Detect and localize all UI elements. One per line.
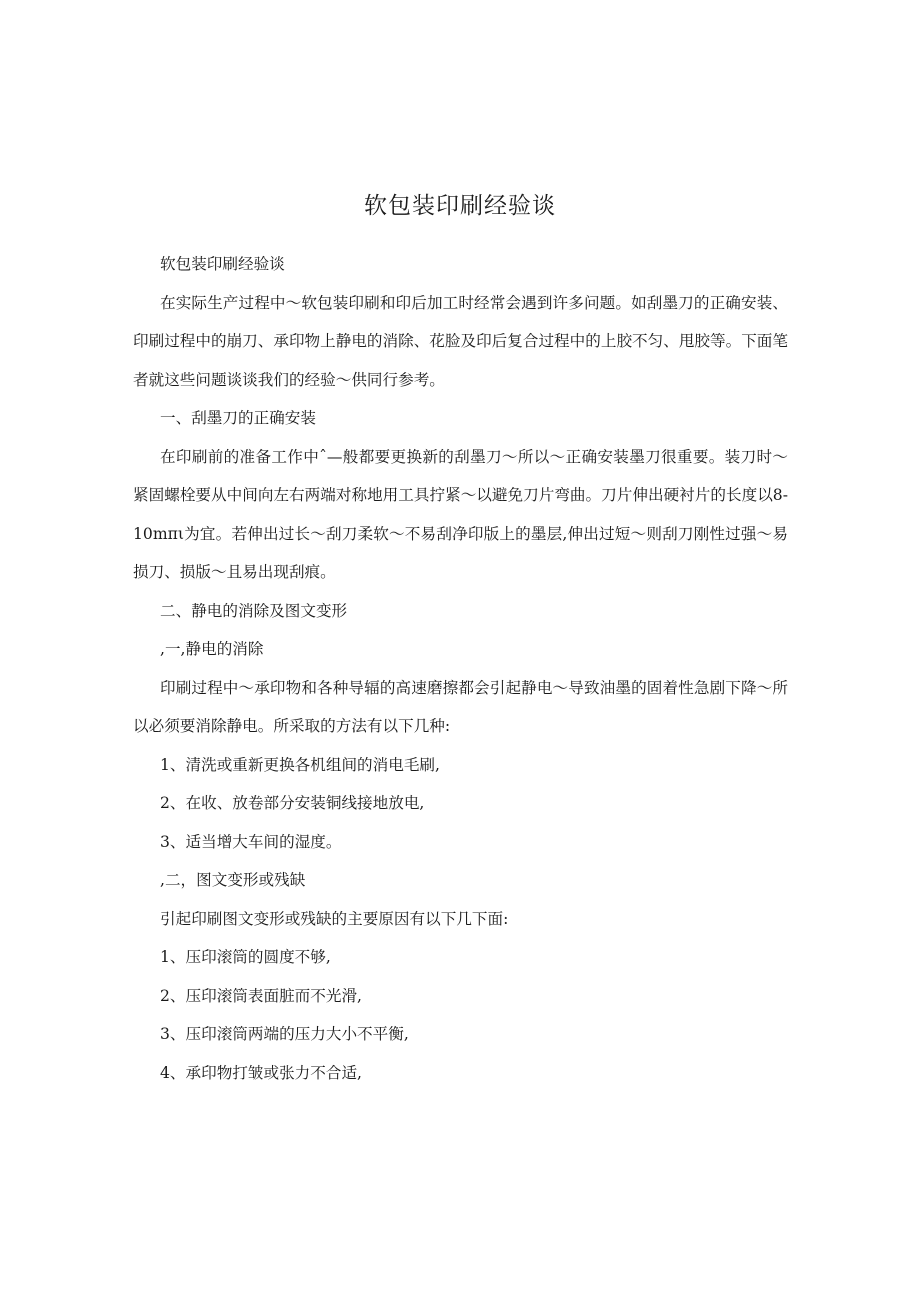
subsection-heading-static: ,一,静电的消除 <box>160 640 264 658</box>
section-heading-1: 一、刮墨刀的正确安装 <box>160 409 316 427</box>
document-body <box>133 245 788 1092</box>
paragraph-deformation: 引起印刷图文变形或残缺的主要原因有以下几下面: <box>160 909 509 928</box>
paragraph-static: 印刷过程中～承印物和各种导辐的高速磨擦都会引起静电～导致油墨的固着性急剧下降～所以必须要消除静电。所采取的方法有以下几种: <box>133 678 788 735</box>
list-item: 3、适当增大车间的湿度。 <box>160 832 342 851</box>
paragraph-intro: 在实际生产过程中～软包装印刷和印后加工时经常会遇到许多问题。如刮墨刀的正确安装、印刷过程中的崩刀、承印物上静电的消除、花脸及印后复合过程中的上胶不匀、甩胶等。下面笔者就这些问题谈谈我们的经验～供同行参考。 <box>133 293 788 389</box>
subsection-heading-deformation: ,二，图文变形或残缺 <box>160 871 306 889</box>
list-item: 2、压印滚筒表面脏而不光滑, <box>160 986 363 1005</box>
list-item: 1、压印滚筒的圆度不够, <box>160 948 331 966</box>
list-item: 4、承印物打皱或张力不合适, <box>160 1063 363 1082</box>
list-item: 2、在收、放卷部分安装铜线接地放电, <box>160 794 425 812</box>
document-title: 软包装印刷经验谈 <box>364 193 556 219</box>
paragraph-heading-repeat: 软包装印刷经验谈 <box>160 255 285 273</box>
section-heading-2: 二、静电的消除及图文变形 <box>160 601 348 620</box>
list-item: 1、清洗或重新更换各机组间的消电毛刷, <box>160 755 440 774</box>
paragraph-squeegee-install: 在印刷前的准备工作中ˆ—般都要更换新的刮墨刀～所以～正确安装墨刀很重要。装刀时～紧固螺栓要从中间向左右两端对称地用工具拧紧～以避免刀片弯曲。刀片伸出硬衬片的长度以8-10mπι为宜。若伸出过长～刮刀柔软～不易刮净印版上的墨层,伸出过短～则刮刀刚性过强～易损刀、损版～且易出现刮痕。 <box>133 447 788 581</box>
list-item: 3、压印滚筒两端的压力大小不平衡, <box>160 1025 409 1043</box>
